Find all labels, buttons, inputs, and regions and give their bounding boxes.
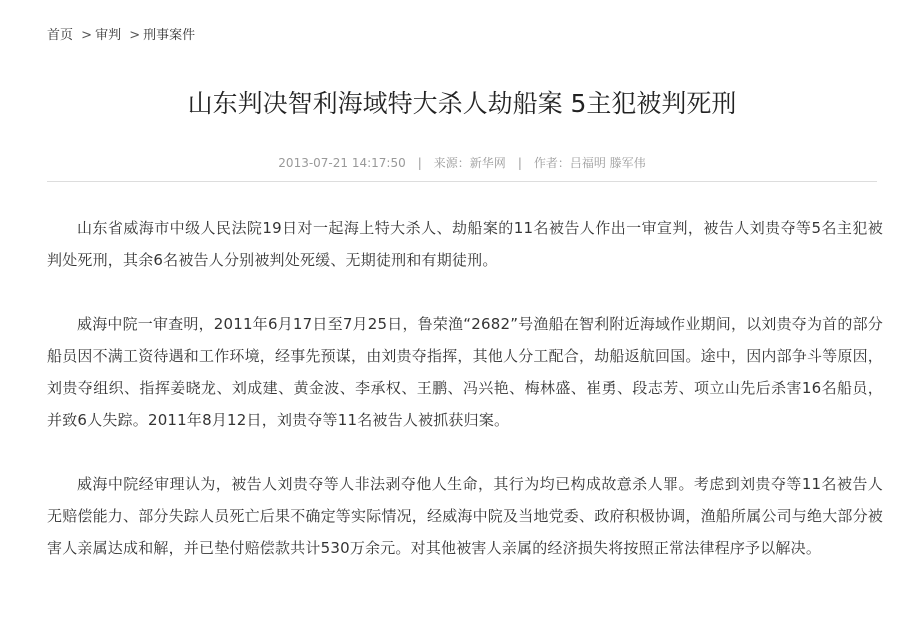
meta-divider: | — [517, 156, 522, 170]
breadcrumb-separator: > — [129, 28, 141, 43]
article-author: 作者：吕福明 滕军伟 — [533, 156, 646, 170]
breadcrumb-home-link[interactable]: 首页 — [47, 28, 74, 43]
breadcrumb-trial-link[interactable]: 审判 — [95, 28, 122, 43]
article-paragraph-1: 山东省威海市中级人民法院19日对一起海上特大杀人、劫船案的11名被告人作出一审宣判，被告人刘贵夺等5名主犯被判处死刑，其余6名被告人分别被判处死缓、无期徒刑和有期徒刑。 — [47, 219, 883, 269]
header-divider — [47, 181, 877, 182]
article-source: 来源：新华网 — [433, 156, 506, 170]
breadcrumb-criminal-cases-link[interactable]: 刑事案件 — [143, 28, 196, 43]
meta-divider: | — [417, 156, 422, 170]
article-meta — [47, 154, 877, 172]
breadcrumb — [47, 24, 195, 43]
article-datetime: 2013-07-21 14:17:50 — [278, 156, 406, 170]
article-paragraph-3: 威海中院经审理认为，被告人刘贵夺等人非法剥夺他人生命，其行为均已构成故意杀人罪。考虑到刘贵夺等11名被告人无赔偿能力、部分失踪人员死亡后果不确定等实际情况，经威海中院及当地党委、政府积极协调，渔船所属公司与绝大部分被害人亲属达成和解，并已垫付赔偿款共计530万余元。对其他被害人亲属的经济损失将按照正常法律程序予以解决。 — [47, 475, 884, 557]
article-paragraph-2: 威海中院一审查明，2011年6月17日至7月25日，鲁荣渔“2682”号渔船在智利附近海域作业期间，以刘贵夺为首的部分船员因不满工资待遇和工作环境，经事先预谋，由刘贵夺指挥，其他人分工配合，劫船返航回国。途中，因内部争斗等原因，刘贵夺组织、指挥姜晓龙、刘成建、黄金波、李承权、王鹏、冯兴艳、梅林盛、崔勇、段志芳、项立山先后杀害16名船员，并致6人失踪。2011年8月12日，刘贵夺等11名被告人被抓获归案。 — [47, 315, 884, 429]
article-body — [47, 212, 883, 596]
article-title: 山东判决智利海域特大杀人劫船案 5主犯被判死刑 — [187, 89, 737, 118]
breadcrumb-separator: > — [81, 28, 93, 43]
